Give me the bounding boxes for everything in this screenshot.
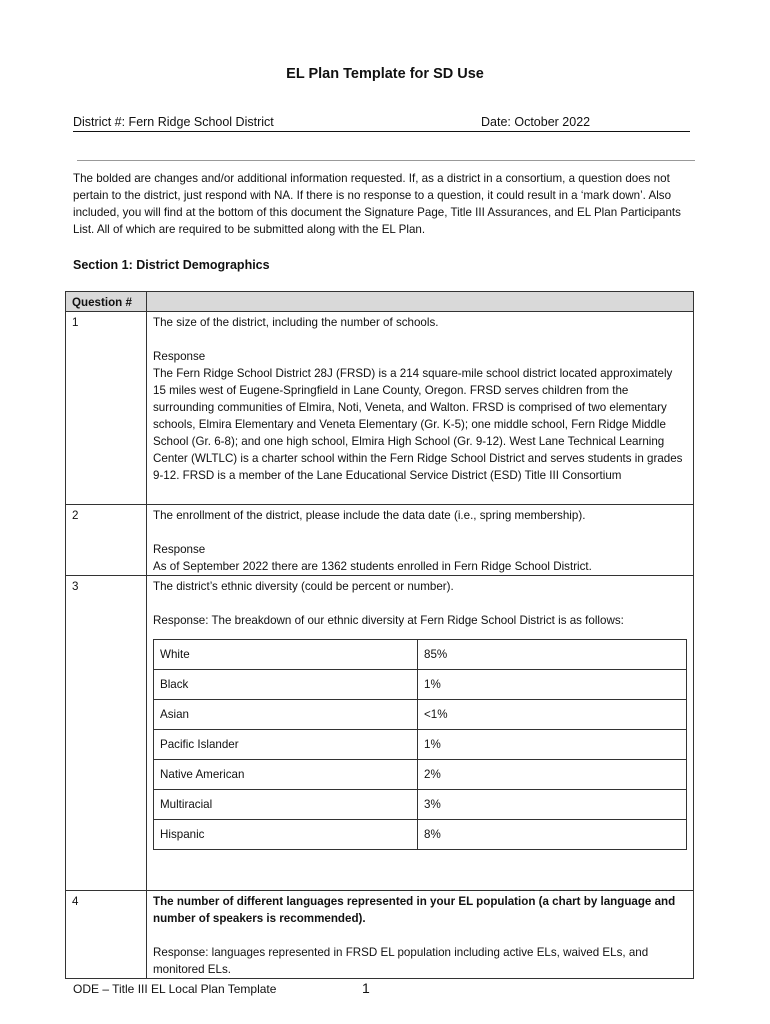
district-label: District #: Fern Ridge School District xyxy=(73,115,274,129)
divider xyxy=(77,160,695,161)
ethnicity-group: Hispanic xyxy=(154,820,418,850)
ethnicity-value: 85% xyxy=(418,640,687,670)
ethnicity-value: 1% xyxy=(418,730,687,760)
question-cell xyxy=(147,891,694,979)
table-row xyxy=(66,312,694,505)
ethnicity-group: Native American xyxy=(154,760,418,790)
question-text: The enrollment of the district, please include the data date (i.e., spring membership). xyxy=(153,509,586,522)
ethnicity-value: <1% xyxy=(418,700,687,730)
ethnicity-row xyxy=(154,760,687,790)
header-blank xyxy=(147,292,694,312)
response-label: Response xyxy=(153,350,206,363)
response-label: Response xyxy=(153,543,206,556)
ethnicity-value: 2% xyxy=(418,760,687,790)
demographics-table xyxy=(65,291,694,979)
ethnicity-row xyxy=(154,790,687,820)
question-number: 4 xyxy=(66,891,147,979)
table-row xyxy=(66,891,694,979)
ethnicity-group: Asian xyxy=(154,700,418,730)
ethnicity-group: Multiracial xyxy=(154,790,418,820)
section-heading: Section 1: District Demographics xyxy=(73,258,270,272)
response-text: Response: The breakdown of our ethnic diversity at Fern Ridge School District is as follows: xyxy=(153,614,624,627)
ethnicity-row xyxy=(154,730,687,760)
response-text: The Fern Ridge School District 28J (FRSD) is a 214 square-mile school district located approximately 15 miles west of Eugene-Springfield in Lane County, Oregon. FRSD serves children from the surrounding communities of Elmira, Noti, Veneta, and Walton. FRSD is comprised of two elementary schools, Elmira Elementary and Veneta Elementary (Gr. K-5); one middle school, Fern Ridge Middle School (Gr. 6-8); and one high school, Elmira High School (Gr. 9-12). West Lane Technical Learning Center (WLTLC) is a charter school within the Fern Ridge School District and serves students in grades 9-12. FRSD is a member of the Lane Educational Service District (ESD) Title III Consortium xyxy=(153,367,683,482)
date-label: Date: October 2022 xyxy=(481,115,591,129)
ethnicity-table xyxy=(153,639,687,850)
footer-label: ODE – Title III EL Local Plan Template xyxy=(73,982,277,996)
document-title: EL Plan Template for SD Use xyxy=(286,66,484,82)
ethnicity-row xyxy=(154,820,687,850)
question-number: 1 xyxy=(66,312,147,505)
ethnicity-row xyxy=(154,640,687,670)
district-date-line xyxy=(73,115,690,132)
intro-paragraph: The bolded are changes and/or additional information requested. If, as a district in a consortium, a question does not pertain to the district, just respond with NA. If there is no response to a question, it could result in a ‘mark down’. Also included, you will find at the bottom of this document the Signature Page, Title III Assurances, and EL Plan Participants List. All of which are required to be submitted along with the EL Plan. xyxy=(73,172,681,236)
ethnicity-value: 3% xyxy=(418,790,687,820)
ethnicity-group: Pacific Islander xyxy=(154,730,418,760)
question-cell xyxy=(147,505,694,576)
question-text: The number of different languages represented in your EL population (a chart by language and number of speakers is recommended). xyxy=(153,895,676,925)
response-text: Response: languages represented in FRSD EL population including active ELs, waived ELs, and monitored ELs. xyxy=(153,946,649,976)
question-number: 2 xyxy=(66,505,147,576)
ethnicity-value: 1% xyxy=(418,670,687,700)
question-cell xyxy=(147,576,694,891)
ethnicity-row xyxy=(154,700,687,730)
header-question-number: Question # xyxy=(66,292,147,312)
ethnicity-group: White xyxy=(154,640,418,670)
ethnicity-value: 8% xyxy=(418,820,687,850)
question-text: The district’s ethnic diversity (could be percent or number). xyxy=(153,580,454,593)
page-number: 1 xyxy=(362,980,370,996)
table-row xyxy=(66,505,694,576)
ethnicity-group: Black xyxy=(154,670,418,700)
ethnicity-row xyxy=(154,670,687,700)
question-text: The size of the district, including the number of schools. xyxy=(153,316,439,329)
response-text: As of September 2022 there are 1362 students enrolled in Fern Ridge School District. xyxy=(153,560,592,573)
question-cell xyxy=(147,312,694,505)
question-number: 3 xyxy=(66,576,147,891)
table-header-row xyxy=(66,292,694,312)
table-row xyxy=(66,576,694,891)
